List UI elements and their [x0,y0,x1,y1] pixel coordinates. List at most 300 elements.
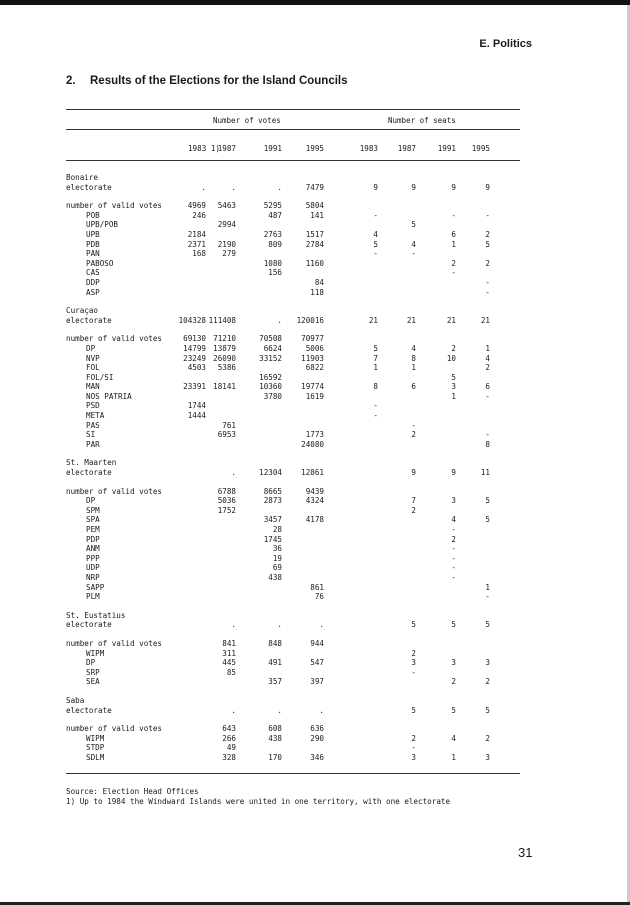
row-label: PAS [86,420,100,430]
votes-cell: 290 [310,733,324,743]
seats-cell: - [373,411,378,421]
row-label: electorate [66,182,112,192]
votes-cell: 141 [310,210,324,220]
votes-cell: 49 [226,743,236,753]
votes-cell: 69 [272,563,282,573]
row-label: PAR [86,439,100,449]
seats-cell: 4 [411,343,416,353]
party-row [66,220,520,230]
total-row [66,724,520,734]
row-label: PPP [86,553,100,563]
votes-cell: 70977 [301,334,324,344]
party-row [66,658,520,668]
seats-cell: 9 [485,182,490,192]
party-row [66,373,520,383]
party-row [66,240,520,250]
row-spacer [66,478,520,487]
votes-cell: 12304 [259,468,282,478]
votes-cell: 5463 [217,201,236,211]
seats-cell: 3 [485,658,490,668]
votes-cell: 6788 [217,486,236,496]
seats-cell: 3 [411,752,416,762]
party-row [66,592,520,602]
row-label: NOS PATRIA [86,391,132,401]
seats-cell: 1 [451,752,456,762]
row-label: SI [86,430,96,440]
total-row [66,316,520,326]
island-heading-row [66,696,520,706]
votes-cell: 71210 [213,334,236,344]
row-label: SDLM [86,752,105,762]
col-seats-1995: 1995 [471,144,490,153]
seats-cell: - [485,391,490,401]
votes-cell: 5804 [305,201,324,211]
votes-cell: . [231,705,236,715]
seats-cell: 9 [451,468,456,478]
votes-cell: 636 [310,724,324,734]
island-name: Bonaire [66,173,99,182]
seats-cell: 5 [451,372,456,382]
party-row [66,734,520,744]
seats-cell: 2 [411,648,416,658]
row-label: UPB/POB [86,220,119,230]
party-row [66,363,520,373]
votes-cell: . [231,468,236,478]
row-label: META [86,411,105,421]
votes-cell: 6953 [217,430,236,440]
votes-cell: 2784 [305,239,324,249]
votes-cell: 445 [222,658,236,668]
row-label: CAS [86,268,100,278]
seats-cell: 9 [411,468,416,478]
row-spacer [66,630,520,639]
votes-cell: 13879 [213,343,236,353]
votes-cell: 19 [272,553,282,563]
seats-cell: - [411,667,416,677]
party-row [66,544,520,554]
page-number: 31 [518,845,533,860]
votes-cell: . [277,182,282,192]
seats-cell: - [451,525,456,534]
votes-cell: 6624 [263,343,282,353]
island-name: St. Eustatius [66,610,126,620]
votes-cell: 120016 [296,315,324,325]
row-label: ANM [86,544,100,554]
party-row [66,421,520,431]
votes-cell: 3457 [263,515,282,525]
col-seats-1991: 1991 [437,144,456,153]
votes-cell: 346 [310,752,324,762]
row-label: electorate [66,468,112,478]
seats-cell: - [485,430,490,440]
votes-cell: 10360 [259,382,282,392]
row-label: PDB [86,239,100,249]
votes-cell: 311 [222,648,236,658]
row-spacer [66,297,520,306]
votes-cell: 266 [222,733,236,743]
votes-cell: 1745 [263,534,282,544]
row-label: number of valid votes [66,486,163,496]
row-label: ASP [86,287,100,297]
party-row [66,249,520,259]
col-votes-1995: 1995 [305,144,324,153]
row-label: electorate [66,315,112,325]
row-label: PSD [86,401,100,411]
seats-cell: - [485,210,490,220]
party-row [66,668,520,678]
votes-cell: 168 [192,249,206,259]
seats-cell: 21 [446,315,456,325]
votes-cell: 8665 [263,486,282,496]
votes-cell: 643 [222,724,236,734]
seats-cell: 5 [411,620,416,630]
party-row [66,354,520,364]
votes-cell: 1160 [305,258,324,268]
seats-cell: 9 [411,182,416,192]
votes-cell: 438 [268,733,282,743]
table-number: 2. [66,75,76,87]
party-row [66,382,520,392]
seats-cell: 2 [485,677,490,687]
seats-cell: 1 [451,239,456,249]
seats-cell: 1 [373,363,378,373]
seats-cell: 2 [451,677,456,687]
party-row [66,573,520,583]
votes-cell: 861 [310,582,324,592]
seats-cell: 2 [485,229,490,239]
row-label: DP [86,343,96,353]
seats-cell: 5 [485,515,490,525]
seats-cell: 8 [373,382,378,392]
total-row [66,183,520,193]
row-label: SPM [86,505,100,515]
votes-cell: 1773 [305,430,324,440]
votes-cell: 2371 [187,239,206,249]
seats-cell: 8 [411,353,416,363]
seats-cell: 3 [485,752,490,762]
row-label: PEM [86,525,100,534]
island-name: Saba [66,695,85,705]
votes-cell: . [319,705,324,715]
seats-cell: - [451,572,456,582]
island-heading-row [66,173,520,183]
party-row [66,677,520,687]
row-spacer [66,325,520,334]
row-label: DP [86,496,96,506]
col-seats-1987: 1987 [397,144,416,153]
votes-cell: 33152 [259,353,282,363]
seats-cell: 3 [451,382,456,392]
votes-cell: 1517 [305,229,324,239]
row-label: number of valid votes [66,638,163,648]
seats-cell: 1 [485,343,490,353]
seats-cell: 11 [480,468,490,478]
row-label: PABOSO [86,258,114,268]
section-header: E. Politics [479,38,532,50]
party-row [66,506,520,516]
row-label: SAPP [86,582,105,592]
col-votes-1987: 1987 [217,144,236,153]
party-row [66,344,520,354]
votes-cell: . [277,315,282,325]
votes-cell: 4503 [187,363,206,373]
votes-cell: 809 [268,239,282,249]
column-header-row [66,144,520,154]
total-row [66,468,520,478]
votes-cell: 2763 [263,229,282,239]
votes-cell: 279 [222,249,236,259]
row-label: electorate [66,705,112,715]
votes-cell: 5036 [217,496,236,506]
row-label: number of valid votes [66,201,163,211]
row-spacer [66,602,520,611]
party-row [66,554,520,564]
seats-cell: - [373,249,378,259]
row-spacer [66,715,520,724]
row-label: NVP [86,353,100,363]
island-heading-row [66,611,520,621]
party-row [66,496,520,506]
votes-cell: 547 [310,658,324,668]
votes-cell: 16592 [259,372,282,382]
results-table-body [66,173,520,762]
votes-cell: 328 [222,752,236,762]
party-row [66,743,520,753]
seats-cell: 3 [451,658,456,668]
header-seats: Number of seats [388,116,456,125]
party-row [66,230,520,240]
row-spacer [66,449,520,458]
votes-cell: . [319,620,324,630]
row-label: UDP [86,563,100,573]
votes-cell: 9439 [305,486,324,496]
header-votes: Number of votes [213,116,281,125]
seats-cell: 2 [485,733,490,743]
votes-cell: 1744 [187,401,206,411]
row-label: SEA [86,677,100,687]
seats-cell: - [451,563,456,573]
seats-cell: 4 [485,353,490,363]
total-row [66,620,520,630]
votes-cell: 76 [314,592,324,602]
seats-cell: 6 [411,382,416,392]
seats-cell: 7 [373,353,378,363]
seats-cell: 7 [411,496,416,506]
seats-cell: 6 [485,382,490,392]
votes-cell: 944 [310,638,324,648]
votes-cell: 84 [314,277,324,287]
votes-cell: 156 [268,268,282,278]
votes-cell: 5386 [217,363,236,373]
footnote: 1) Up to 1984 the Windward Islands were united in one territory, with one electorate [66,797,451,806]
seats-cell: 3 [451,496,456,506]
votes-cell: . [277,620,282,630]
party-row [66,259,520,269]
rule-top [66,109,520,110]
row-label: STDP [86,743,105,753]
total-row [66,334,520,344]
seats-cell: - [373,401,378,411]
row-label: WIPM [86,648,105,658]
seats-cell: 21 [406,315,416,325]
seats-cell: - [485,277,490,287]
votes-cell: 2873 [263,496,282,506]
party-row [66,211,520,221]
votes-cell: 2184 [187,229,206,239]
votes-cell: . [231,620,236,630]
party-row [66,649,520,659]
seats-cell: 2 [411,733,416,743]
seats-cell: - [411,743,416,753]
table-notes [66,787,450,807]
table-title [66,75,348,87]
rule-header [66,160,520,161]
party-row [66,525,520,535]
seats-cell: 5 [451,620,456,630]
votes-cell: 848 [268,638,282,648]
party-row [66,535,520,545]
votes-cell: 2994 [217,220,236,230]
party-row [66,515,520,525]
votes-cell: 4324 [305,496,324,506]
votes-cell: 487 [268,210,282,220]
seats-cell: 21 [368,315,378,325]
row-label: PLM [86,592,100,602]
seats-cell: - [373,210,378,220]
votes-cell: 19774 [301,382,324,392]
table-title-text: Results of the Elections for the Island Councils [90,75,348,87]
votes-cell: 7479 [305,182,324,192]
seats-cell: 2 [485,258,490,268]
seats-cell: - [485,592,490,602]
votes-cell: 1619 [305,391,324,401]
seats-cell: 1 [485,582,490,592]
row-label: number of valid votes [66,724,163,734]
row-label: FOL/SI [86,372,114,382]
party-row [66,753,520,763]
total-row [66,201,520,211]
seats-cell: 8 [485,439,490,449]
island-name: St. Maarten [66,458,117,468]
party-row [66,268,520,278]
seats-cell: 1 [451,391,456,401]
votes-cell: 4178 [305,515,324,525]
col-votes-1991: 1991 [263,144,282,153]
votes-cell: 85 [226,667,236,677]
rule-group [66,129,520,130]
votes-cell: 1752 [217,505,236,515]
row-label: POB [86,210,100,220]
seats-cell: 2 [451,258,456,268]
seats-cell: 1 [411,363,416,373]
votes-cell: 70508 [259,334,282,344]
row-label: SPA [86,515,100,525]
seats-cell: 4 [411,239,416,249]
votes-cell: . [201,182,206,192]
row-spacer [66,192,520,201]
votes-cell: 23391 [183,382,206,392]
seats-cell: 9 [373,182,378,192]
seats-cell: 2 [485,363,490,373]
seats-cell: 5 [373,239,378,249]
votes-cell: 3780 [263,391,282,401]
seats-cell: 5 [451,705,456,715]
seats-cell: 5 [485,705,490,715]
votes-cell: 28 [272,525,282,534]
votes-cell: 118 [310,287,324,297]
votes-cell: 397 [310,677,324,687]
votes-cell: 111408 [208,315,236,325]
seats-cell: 4 [373,229,378,239]
votes-cell: 26090 [213,353,236,363]
seats-cell: 5 [485,620,490,630]
row-label: UPB [86,229,100,239]
party-row [66,563,520,573]
seats-cell: 2 [411,430,416,440]
seats-cell: 6 [451,229,456,239]
seats-cell: 4 [451,515,456,525]
votes-cell: 5006 [305,343,324,353]
seats-cell: 9 [451,182,456,192]
total-row [66,487,520,497]
votes-cell: 438 [268,572,282,582]
rule-bottom [66,773,520,774]
scan-top-border [0,0,630,5]
row-label: PDP [86,534,100,544]
row-label: electorate [66,620,112,630]
party-row [66,411,520,421]
party-row [66,278,520,288]
seats-cell: 2 [451,534,456,544]
votes-cell: 357 [268,677,282,687]
seats-cell: - [411,420,416,430]
votes-cell: 491 [268,658,282,668]
seats-cell: - [451,210,456,220]
seats-cell: - [485,287,490,297]
seats-cell: - [451,268,456,278]
seats-cell: 5 [411,705,416,715]
seats-cell: 21 [480,315,490,325]
votes-cell: 4969 [187,201,206,211]
votes-cell: . [231,182,236,192]
row-label: DP [86,658,96,668]
votes-cell: 69130 [183,334,206,344]
row-label: WIPM [86,733,105,743]
row-label: PAN [86,249,100,259]
row-label: number of valid votes [66,334,163,344]
seats-cell: 3 [411,658,416,668]
votes-cell: 2190 [217,239,236,249]
seats-cell: 2 [451,343,456,353]
row-spacer [66,687,520,696]
party-row [66,440,520,450]
votes-cell: 104328 [178,315,206,325]
party-row [66,288,520,298]
total-row [66,706,520,716]
col-seats-1983: 1983 [359,144,378,153]
votes-cell: 761 [222,420,236,430]
row-label: DDP [86,277,100,287]
votes-cell: 23249 [183,353,206,363]
seats-cell: 10 [446,353,456,363]
votes-cell: 1080 [263,258,282,268]
votes-cell: 5295 [263,201,282,211]
row-label: FOL [86,363,100,373]
votes-cell: 24080 [301,439,324,449]
votes-cell: 1444 [187,411,206,421]
seats-cell: 5 [411,220,416,230]
votes-cell: 36 [272,544,282,554]
